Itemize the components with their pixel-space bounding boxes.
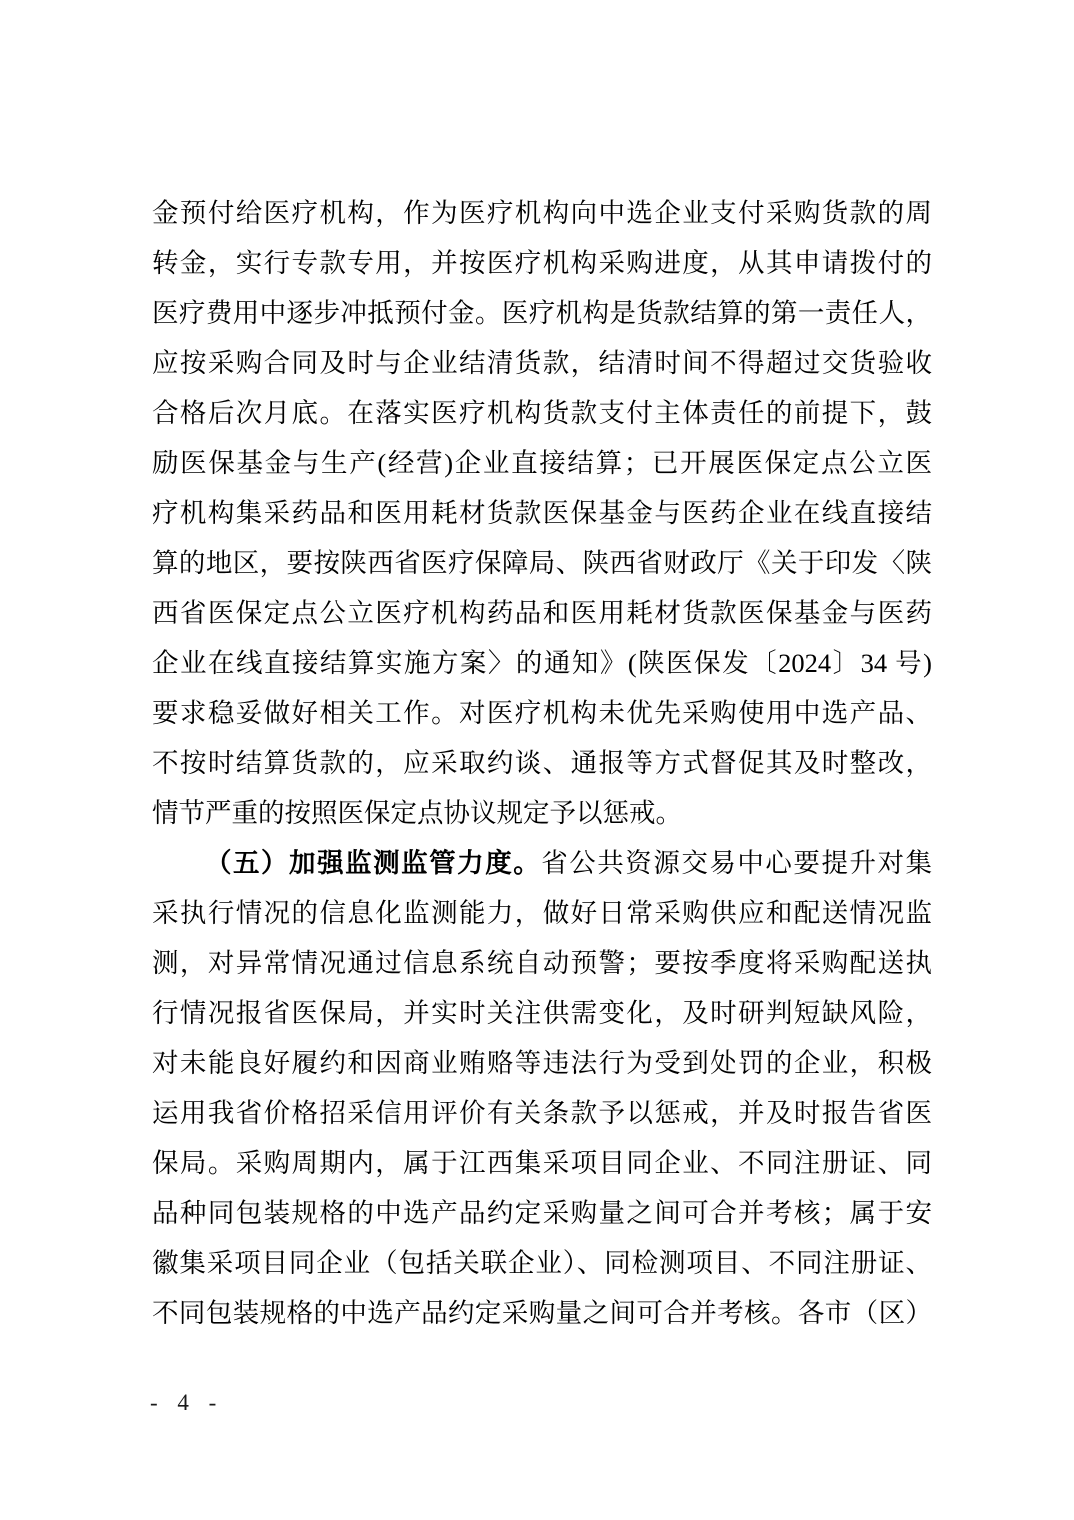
paragraph-line: 测，对异常情况通过信息系统自动预警；要按季度将采购配送执 bbox=[152, 948, 932, 978]
paragraph-line: 算的地区，要按陕西省医疗保障局、陕西省财政厅《关于印发〈陕 bbox=[152, 548, 932, 578]
paragraph-line: 励医保基金与生产(经营)企业直接结算；已开展医保定点公立医 bbox=[152, 448, 932, 478]
paragraph-line: 采执行情况的信息化监测能力，做好日常采购供应和配送情况监 bbox=[152, 898, 932, 928]
paragraph-line: 不同包装规格的中选产品约定采购量之间可合并考核。各市（区） bbox=[152, 1298, 932, 1328]
paragraph-line: 要求稳妥做好相关工作。对医疗机构未优先采购使用中选产品、 bbox=[152, 698, 932, 728]
text-block bbox=[152, 188, 932, 1338]
paragraph-line: 运用我省价格招采信用评价有关条款予以惩戒，并及时报告省医 bbox=[152, 1098, 932, 1128]
paragraph-line: 行情况报省医保局，并实时关注供需变化，及时研判短缺风险， bbox=[152, 998, 932, 1028]
paragraph-line: 不按时结算货款的，应采取约谈、通报等方式督促其及时整改， bbox=[152, 748, 932, 778]
paragraph-line bbox=[152, 838, 932, 888]
page-number: - 4 - bbox=[150, 1390, 224, 1415]
section-heading: （五）加强监测监管力度。 bbox=[205, 848, 542, 878]
paragraph-line: 转金，实行专款专用，并按医疗机构采购进度，从其申请拨付的 bbox=[152, 248, 932, 278]
paragraph-line: 应按采购合同及时与企业结清货款，结清时间不得超过交货验收 bbox=[152, 348, 932, 378]
paragraph-line: 品种同包装规格的中选产品约定采购量之间可合并考核；属于安 bbox=[152, 1198, 932, 1228]
paragraph-line: 医疗费用中逐步冲抵预付金。医疗机构是货款结算的第一责任人， bbox=[152, 298, 932, 328]
paragraph-line: 企业在线直接结算实施方案〉的通知》(陕医保发〔2024〕34 号) bbox=[152, 648, 932, 678]
paragraph-text: 省公共资源交易中心要提升对集 bbox=[541, 848, 933, 878]
paragraph-line: 西省医保定点公立医疗机构药品和医用耗材货款医保基金与医药 bbox=[152, 598, 932, 628]
paragraph-line: 对未能良好履约和因商业贿赂等违法行为受到处罚的企业，积极 bbox=[152, 1048, 932, 1078]
paragraph-line: 情节严重的按照医保定点协议规定予以惩戒。 bbox=[152, 798, 682, 828]
paragraph-line: 保局。采购周期内，属于江西集采项目同企业、不同注册证、同 bbox=[152, 1148, 932, 1178]
paragraph-line: 金预付给医疗机构，作为医疗机构向中选企业支付采购货款的周 bbox=[152, 198, 932, 228]
paragraph-line: 疗机构集采药品和医用耗材货款医保基金与医药企业在线直接结 bbox=[152, 498, 932, 528]
paragraph-line: 合格后次月底。在落实医疗机构货款支付主体责任的前提下，鼓 bbox=[152, 398, 932, 428]
paragraph-line: 徽集采项目同企业（包括关联企业）、同检测项目、不同注册证、 bbox=[152, 1248, 932, 1278]
